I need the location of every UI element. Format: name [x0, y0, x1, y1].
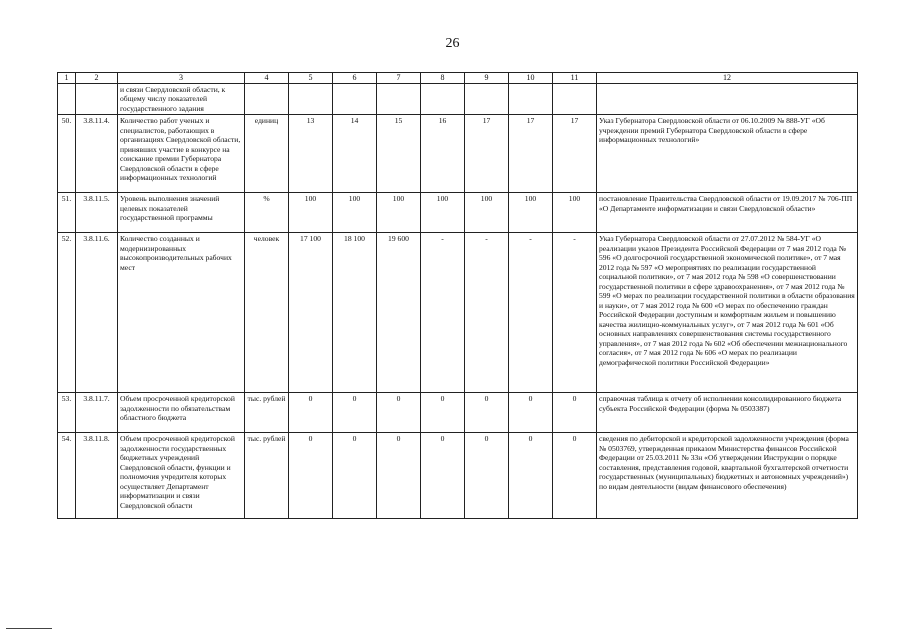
row-code: 3.8.11.7. — [76, 393, 118, 433]
unit-cell: единиц — [245, 115, 289, 193]
value-cell: 17 — [553, 115, 597, 193]
header-row — [58, 73, 858, 84]
table-row — [58, 393, 858, 433]
basis-cell — [597, 84, 858, 115]
unit-cell: % — [245, 193, 289, 233]
value-cell: 100 — [333, 193, 377, 233]
value-cell: 14 — [333, 115, 377, 193]
table-row — [58, 115, 858, 193]
row-number: 54. — [58, 433, 76, 519]
table-row — [58, 193, 858, 233]
value-cell: 0 — [553, 433, 597, 519]
value-cell: 18 100 — [333, 233, 377, 393]
value-cell: 100 — [465, 193, 509, 233]
value-cell: 17 — [465, 115, 509, 193]
value-cell: 0 — [377, 393, 421, 433]
unit-cell — [245, 84, 289, 115]
value-cell: 19 600 — [377, 233, 421, 393]
header-cell: 9 — [465, 73, 509, 84]
row-code — [76, 84, 118, 115]
value-cell: 13 — [289, 115, 333, 193]
value-cell: 100 — [377, 193, 421, 233]
page-number: 26 — [445, 36, 460, 51]
indicator-name: Количество работ ученых и специалистов, работающих в организациях Свердловской области, принявших участие в конкурсе на соискание премии Губернатора Свердловской области в сфере информационных технологий — [118, 115, 245, 193]
indicator-name: Объем просроченной кредиторской задолженности по обязательствам областного бюджета — [118, 393, 245, 433]
header-cell: 1 — [58, 73, 76, 84]
basis-cell: постановление Правительства Свердловской области от 19.09.2017 № 706-ПП «О Департаменте информатизации и связи Свердловской области» — [597, 193, 858, 233]
row-code: 3.8.11.8. — [76, 433, 118, 519]
header-cell: 10 — [509, 73, 553, 84]
row-number: 53. — [58, 393, 76, 433]
header-cell: 2 — [76, 73, 118, 84]
value-cell: - — [421, 233, 465, 393]
indicator-name: и связи Свердловской области, к общему числу показателей государственного задания — [118, 84, 245, 115]
header-cell: 6 — [333, 73, 377, 84]
unit-cell: тыс. рублей — [245, 433, 289, 519]
value-cell — [421, 84, 465, 115]
value-cell: 100 — [421, 193, 465, 233]
value-cell: 100 — [553, 193, 597, 233]
value-cell — [333, 84, 377, 115]
value-cell: 0 — [553, 393, 597, 433]
value-cell — [465, 84, 509, 115]
header-cell: 11 — [553, 73, 597, 84]
value-cell: - — [509, 233, 553, 393]
basis-cell: сведения по дебиторской и кредиторской задолженности учреждения (форма № 0503769, утвержденная приказом Министерства финансов Российской Федерации от 25.03.2011 № 33н «Об утверждении Инструкции о порядке составления, представления годовой, квартальной бухгалтерской отчетности государственных (муниципальных) бюджетных и автономных учреждений») по видам деятельности (видам финансового обеспечения) — [597, 433, 858, 519]
value-cell: 0 — [289, 433, 333, 519]
unit-cell: человек — [245, 233, 289, 393]
row-code: 3.8.11.5. — [76, 193, 118, 233]
header-cell: 4 — [245, 73, 289, 84]
value-cell: 0 — [289, 393, 333, 433]
basis-cell: справочная таблица к отчету об исполнении консолидированного бюджета субъекта Российской Федерации (форма № 0503387) — [597, 393, 858, 433]
value-cell: 0 — [377, 433, 421, 519]
row-number: 52. — [58, 233, 76, 393]
value-cell: - — [553, 233, 597, 393]
value-cell: 15 — [377, 115, 421, 193]
value-cell — [553, 84, 597, 115]
table-row — [58, 84, 858, 115]
value-cell: 16 — [421, 115, 465, 193]
row-code: 3.8.11.4. — [76, 115, 118, 193]
indicator-name: Количество созданных и модернизированных высокопроизводительных рабочих мест — [118, 233, 245, 393]
value-cell — [377, 84, 421, 115]
header-cell: 3 — [118, 73, 245, 84]
indicators-table — [57, 72, 858, 519]
value-cell: 0 — [465, 433, 509, 519]
value-cell: 0 — [421, 433, 465, 519]
value-cell: 100 — [509, 193, 553, 233]
indicator-name: Уровень выполнения значений целевых показателей государственной программы — [118, 193, 245, 233]
header-cell: 8 — [421, 73, 465, 84]
row-number: 50. — [58, 115, 76, 193]
value-cell: 100 — [289, 193, 333, 233]
unit-cell: тыс. рублей — [245, 393, 289, 433]
value-cell: 17 100 — [289, 233, 333, 393]
row-number — [58, 84, 76, 115]
value-cell: - — [465, 233, 509, 393]
value-cell: 0 — [465, 393, 509, 433]
indicator-name: Объем просроченной кредиторской задолженности государственных бюджетных учреждений Свердловской области, функции и полномочия учредителя которых осуществляет Департамент информатизации и связи Свердловской области — [118, 433, 245, 519]
basis-cell: Указ Губернатора Свердловской области от 27.07.2012 № 584-УГ «О реализации указов Президента Российской Федерации от 7 мая 2012 года № 596 «О долгосрочной государственной экономической политике», от 7 мая 2012 года № 597 «О мероприятиях по реализации государственной социальной политики», от 7 мая 2012 года № 598 «О совершенствовании государственной политики в сфере здравоохранения», от 7 мая 2012 года № 599 «О мерах по реализации государственной политики в области образования и науки», от 7 мая 2012 года № 600 «О мерах по обеспечению граждан Российской Федерации доступным и комфортным жильем и повышению качества жилищно-коммунальных услуг», от 7 мая 2012 года № 601 «Об основных направлениях совершенствования системы государственного управления», от 7 мая 2012 года № 602 «Об обеспечении межнационального согласия», от 7 мая 2012 года № 606 «О мерах по реализации демографической политики Российской Федерации» — [597, 233, 858, 393]
value-cell: 0 — [509, 433, 553, 519]
value-cell — [509, 84, 553, 115]
header-cell: 12 — [597, 73, 858, 84]
footer-line — [6, 628, 52, 629]
value-cell: 0 — [333, 433, 377, 519]
value-cell: 0 — [509, 393, 553, 433]
header-cell: 5 — [289, 73, 333, 84]
table-body — [58, 73, 858, 519]
table-row — [58, 433, 858, 519]
basis-cell: Указ Губернатора Свердловской области от 06.10.2009 № 888-УГ «Об учреждении премий Губернатора Свердловской области в сфере информационных технологий» — [597, 115, 858, 193]
value-cell — [289, 84, 333, 115]
row-code: 3.8.11.6. — [76, 233, 118, 393]
value-cell: 0 — [421, 393, 465, 433]
table-row — [58, 233, 858, 393]
header-cell: 7 — [377, 73, 421, 84]
value-cell: 17 — [509, 115, 553, 193]
row-number: 51. — [58, 193, 76, 233]
value-cell: 0 — [333, 393, 377, 433]
